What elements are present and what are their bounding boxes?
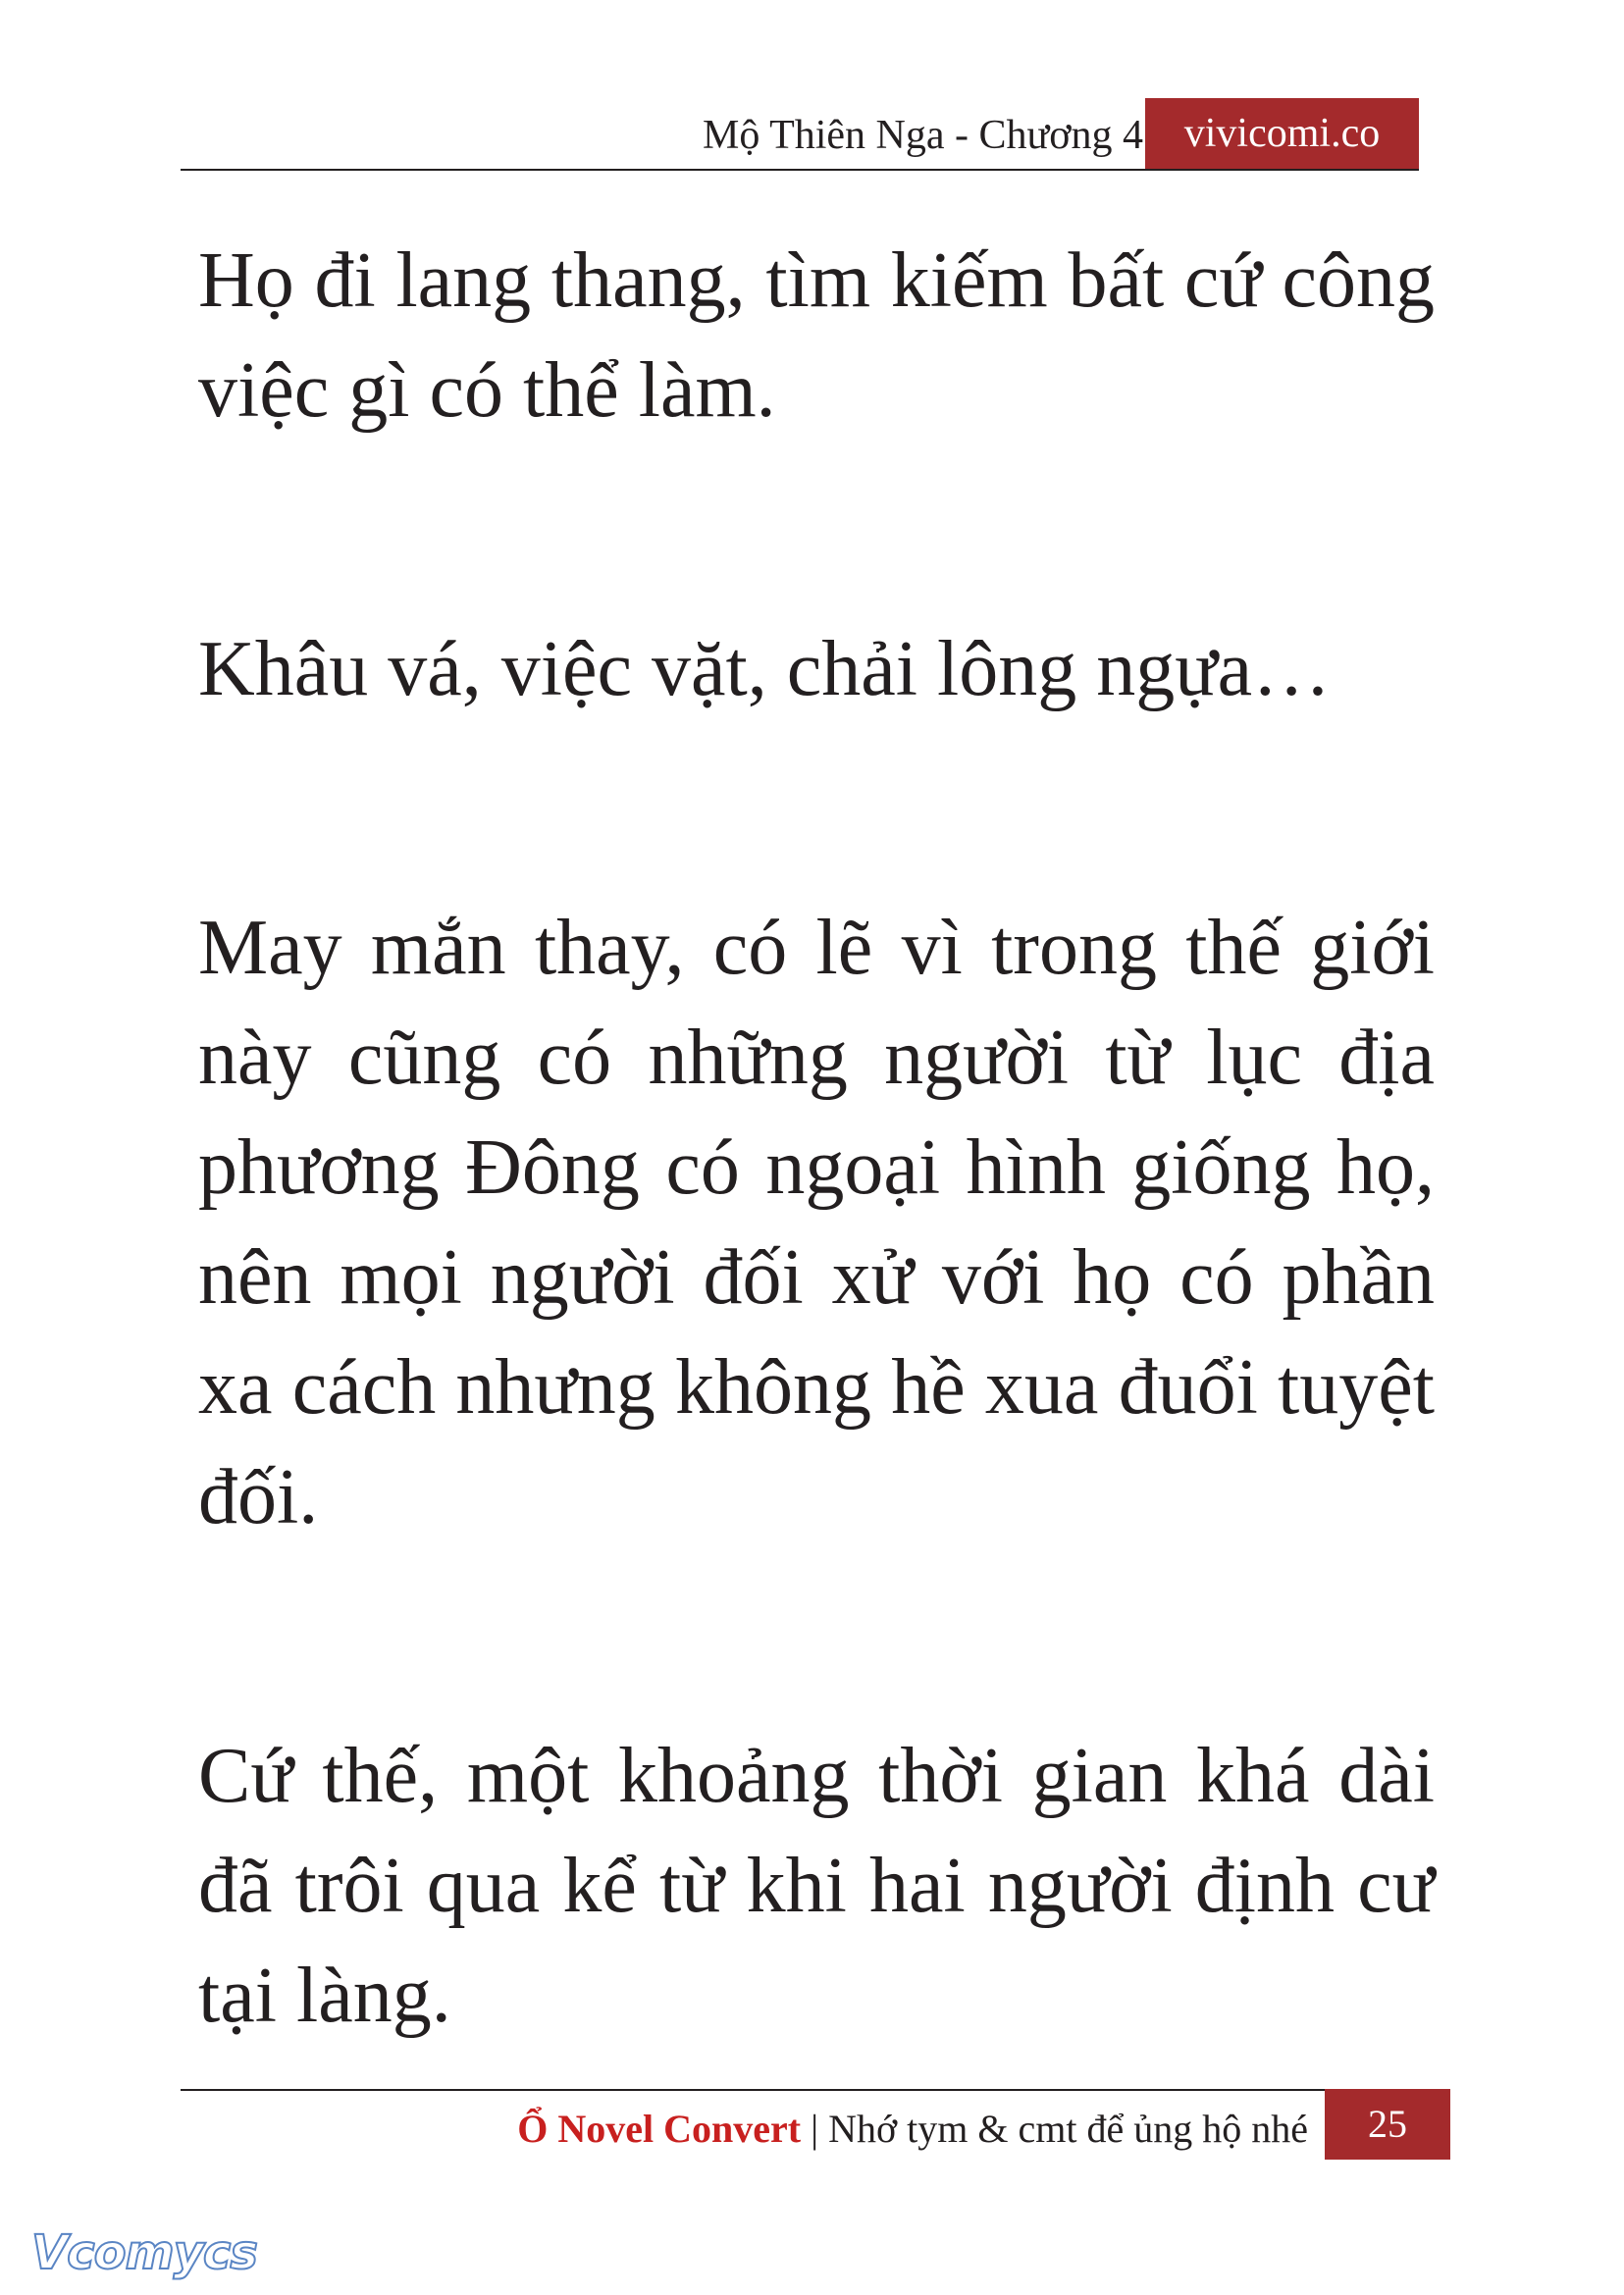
header-divider — [181, 169, 1419, 171]
footer-separator: | — [801, 2107, 829, 2151]
paragraph: Khâu vá, việc vặt, chải lông ngựa… — [198, 626, 1332, 712]
paragraph: May mắn thay, có lẽ vì trong thế giới này cũng có những người từ lục địa phương Đông có ngoại hình giống họ, nên mọi người đối xử với họ có phần xa cách nhưng không hề xua đuổi tuyệt đối. — [198, 905, 1435, 1540]
footer-message: Nhớ tym & cmt để ủng hộ nhé — [828, 2107, 1308, 2151]
chapter-title: Mộ Thiên Nga - Chương 4 — [703, 113, 1143, 158]
footer-caption — [517, 2100, 1308, 2159]
watermark-logo: Vcomycs — [31, 2225, 257, 2280]
chapter-body — [198, 226, 1435, 2051]
paragraph: Cứ thế, một khoảng thời gian khá dài đã trôi qua kể từ khi hai người định cư tại làng. — [198, 1733, 1435, 2039]
footer-brand: Ổ Novel Convert — [517, 2107, 802, 2151]
site-badge: vivicomi.co — [1145, 98, 1419, 170]
page-number: 25 — [1325, 2089, 1450, 2160]
footer-divider — [181, 2089, 1450, 2091]
paragraph: Họ đi lang thang, tìm kiếm bất cứ công việc gì có thể làm. — [198, 237, 1435, 434]
